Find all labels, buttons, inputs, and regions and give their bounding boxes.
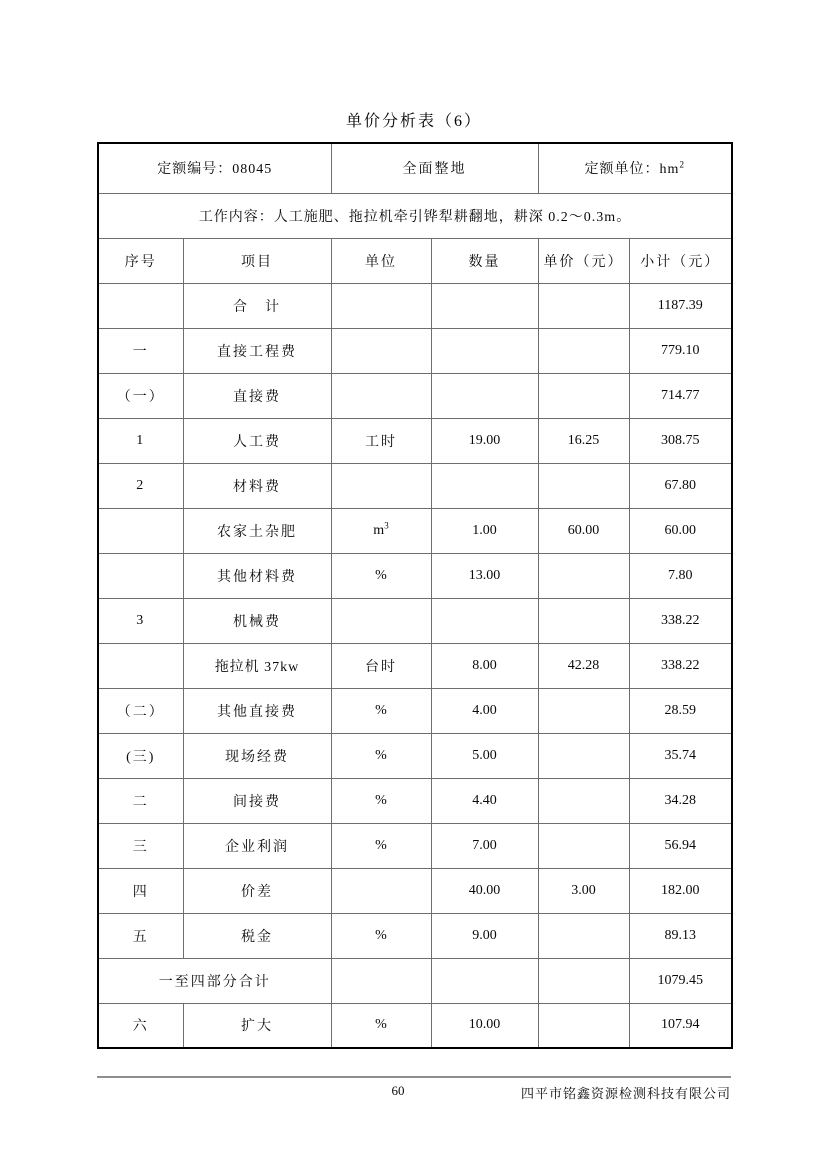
seq-cell: 四	[98, 868, 183, 913]
table-row-total	[98, 283, 732, 328]
table-row	[98, 598, 732, 643]
seq-cell: 五	[98, 913, 183, 958]
table-row	[98, 868, 732, 913]
qty-cell: 10.00	[431, 1003, 538, 1048]
subtotal-cell: 28.59	[629, 688, 732, 733]
merged-label-cell: 一至四部分合计	[98, 958, 331, 1003]
qty-cell	[431, 463, 538, 508]
subtotal-cell: 107.94	[629, 1003, 732, 1048]
table-row	[98, 508, 732, 553]
price-cell: 16.25	[538, 418, 629, 463]
unit-superscript: 3	[384, 519, 389, 530]
price-cell	[538, 913, 629, 958]
item-cell: 税金	[183, 913, 331, 958]
seq-cell	[98, 283, 183, 328]
price-cell	[538, 823, 629, 868]
subtotal-cell: 338.22	[629, 598, 732, 643]
table-row	[98, 823, 732, 868]
item-cell: 间接费	[183, 778, 331, 823]
subtotal-cell: 67.80	[629, 463, 732, 508]
unit-cell: 台时	[331, 643, 431, 688]
work-content-row	[98, 193, 732, 238]
quota-number-cell: 定额编号：08045	[98, 143, 331, 193]
page-number: 60	[391, 1083, 405, 1098]
seq-cell: 二	[98, 778, 183, 823]
qty-cell: 7.00	[431, 823, 538, 868]
qty-cell	[431, 598, 538, 643]
item-cell: 现场经费	[183, 733, 331, 778]
unit-cell	[331, 958, 431, 1003]
item-cell: 直接工程费	[183, 328, 331, 373]
seq-cell: (三)	[98, 733, 183, 778]
table-row	[98, 688, 732, 733]
qty-cell: 1.00	[431, 508, 538, 553]
unit-text: m	[373, 522, 385, 538]
item-cell: 机械费	[183, 598, 331, 643]
column-header-row	[98, 238, 732, 283]
qty-cell	[431, 283, 538, 328]
qty-cell	[431, 373, 538, 418]
price-cell	[538, 1003, 629, 1048]
table-row	[98, 418, 732, 463]
table-row	[98, 328, 732, 373]
seq-cell: 六	[98, 1003, 183, 1048]
subtotal-cell: 7.80	[629, 553, 732, 598]
unit-cell: %	[331, 778, 431, 823]
price-cell	[538, 598, 629, 643]
quota-info-row	[98, 143, 732, 193]
seq-cell: 一	[98, 328, 183, 373]
subtotal-cell: 1187.39	[629, 283, 732, 328]
unit-price-analysis-table	[97, 142, 733, 1049]
unit-cell: %	[331, 688, 431, 733]
work-content-cell: 工作内容：人工施肥、拖拉机牵引铧犁耕翻地，耕深 0.2～0.3m。	[98, 193, 732, 238]
price-cell	[538, 373, 629, 418]
subtotal-cell: 308.75	[629, 418, 732, 463]
price-cell: 60.00	[538, 508, 629, 553]
column-header-item: 项目	[183, 238, 331, 283]
qty-cell: 13.00	[431, 553, 538, 598]
unit-cell	[331, 598, 431, 643]
qty-cell: 5.00	[431, 733, 538, 778]
price-cell: 3.00	[538, 868, 629, 913]
table-row	[98, 553, 732, 598]
price-cell	[538, 733, 629, 778]
unit-cell: 工时	[331, 418, 431, 463]
unit-cell: %	[331, 553, 431, 598]
unit-cell	[331, 373, 431, 418]
qty-cell: 8.00	[431, 643, 538, 688]
subtotal-cell: 779.10	[629, 328, 732, 373]
seq-cell: （二）	[98, 688, 183, 733]
subtotal-cell: 56.94	[629, 823, 732, 868]
quota-unit-superscript: 2	[679, 159, 685, 170]
subtotal-cell: 1079.45	[629, 958, 732, 1003]
unit-cell: %	[331, 1003, 431, 1048]
item-cell: 人工费	[183, 418, 331, 463]
qty-cell: 4.00	[431, 688, 538, 733]
seq-cell: 2	[98, 463, 183, 508]
subtotal-cell: 60.00	[629, 508, 732, 553]
price-cell	[538, 958, 629, 1003]
footer-divider	[97, 1076, 731, 1078]
page-title: 单价分析表（6）	[345, 113, 482, 130]
table-row	[98, 1003, 732, 1048]
quota-unit-text: 定额单位：hm	[584, 162, 680, 178]
table-row	[98, 733, 732, 778]
qty-cell	[431, 958, 538, 1003]
subtotal-cell: 714.77	[629, 373, 732, 418]
unit-cell	[331, 508, 431, 553]
subtotal-cell: 338.22	[629, 643, 732, 688]
project-name-cell: 全面整地	[331, 143, 538, 193]
item-cell: 直接费	[183, 373, 331, 418]
item-cell: 其他材料费	[183, 553, 331, 598]
seq-cell: 三	[98, 823, 183, 868]
price-cell	[538, 553, 629, 598]
seq-cell: 1	[98, 418, 183, 463]
column-header-seq: 序号	[98, 238, 183, 283]
seq-cell	[98, 508, 183, 553]
qty-cell: 9.00	[431, 913, 538, 958]
column-header-subtotal: 小计（元）	[629, 238, 732, 283]
subtotal-cell: 89.13	[629, 913, 732, 958]
unit-cell	[331, 868, 431, 913]
unit-cell	[331, 283, 431, 328]
unit-cell: %	[331, 733, 431, 778]
price-cell	[538, 778, 629, 823]
seq-cell	[98, 643, 183, 688]
item-cell: 农家土杂肥	[183, 508, 331, 553]
price-cell	[538, 463, 629, 508]
seq-cell: 3	[98, 598, 183, 643]
qty-cell: 40.00	[431, 868, 538, 913]
table-row	[98, 778, 732, 823]
seq-cell: （一）	[98, 373, 183, 418]
item-cell: 其他直接费	[183, 688, 331, 733]
item-cell: 价差	[183, 868, 331, 913]
price-cell	[538, 283, 629, 328]
table-row	[98, 913, 732, 958]
qty-cell: 19.00	[431, 418, 538, 463]
table-row-parts-subtotal	[98, 958, 732, 1003]
seq-cell	[98, 553, 183, 598]
item-cell: 合 计	[183, 283, 331, 328]
qty-cell	[431, 328, 538, 373]
qty-cell: 4.40	[431, 778, 538, 823]
price-cell: 42.28	[538, 643, 629, 688]
unit-cell	[331, 463, 431, 508]
footer-company-name: 四平市铭鑫资源检测科技有限公司	[520, 1086, 731, 1101]
unit-cell: %	[331, 823, 431, 868]
table-row	[98, 373, 732, 418]
subtotal-cell: 34.28	[629, 778, 732, 823]
subtotal-cell: 35.74	[629, 733, 732, 778]
unit-cell: %	[331, 913, 431, 958]
price-cell	[538, 688, 629, 733]
item-cell: 企业利润	[183, 823, 331, 868]
subtotal-cell: 182.00	[629, 868, 732, 913]
item-cell: 扩大	[183, 1003, 331, 1048]
quota-unit-cell	[538, 143, 732, 193]
item-cell: 材料费	[183, 463, 331, 508]
column-header-unit: 单位	[331, 238, 431, 283]
item-cell: 拖拉机 37kw	[183, 643, 331, 688]
table-row	[98, 463, 732, 508]
unit-cell	[331, 328, 431, 373]
column-header-price: 单价（元）	[538, 238, 629, 283]
table-row	[98, 643, 732, 688]
column-header-qty: 数量	[431, 238, 538, 283]
price-cell	[538, 328, 629, 373]
